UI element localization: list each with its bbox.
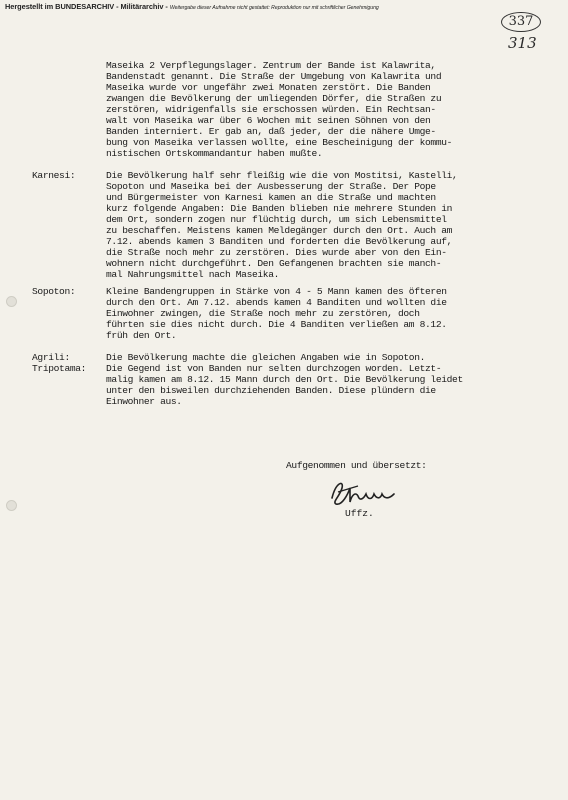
text-line: Maseika wurde vor ungefähr zwei Monaten zerstört. Die Banden [106,82,431,93]
text-line: bung von Maseika verlassen wollte, eine Bescheinigung der kommu- [106,137,453,148]
location-label-agrili: Agrili: [32,352,70,363]
text-line: Maseika 2 Verpflegungslager. Zentrum der Bande ist Kalawrita, [106,60,436,71]
punch-hole-bottom [6,500,17,511]
text-line: Die Bevölkerung machte die gleichen Angaben wie in Sopoton. [106,352,426,363]
archive-stamp-text: Hergestellt im BUNDESARCHIV - Militärarchiv - [5,2,168,11]
text-line: zwangen die Bevölkerung der umliegenden Dörfer, die Straßen zu [106,93,442,104]
signature-block [286,460,427,519]
text-line: Einwohner aus. [106,396,182,407]
circled-archive-number: 337 [501,12,541,32]
location-label-sopoton: Sopoton: [32,286,76,297]
text-line: die Straße noch mehr zu zerstören. Dies wurde aber von den Ein- [106,247,447,258]
text-line: Die Gegend ist von Banden nur selten durchzogen worden. Letzt- [106,363,442,374]
text-line: Einwohner zwingen, die Straße noch mehr zu zerstören, doch [106,308,420,319]
text-line: unter den bisweilen durchziehenden Banden. Diese plündern die [106,385,436,396]
archive-stamp [5,2,445,11]
text-line: und Bürgermeister von Karnesi kamen an die Straße und machten [106,192,436,203]
text-line: nistischen Ortskommandantur haben mußte. [106,148,323,159]
text-line: wohnern nicht durchgeführt. Den Gefangenen brachten sie manch- [106,258,442,269]
text-line: zerstören, widrigenfalls sie erschossen würden. Ein Rechtsan- [106,104,436,115]
text-line: zu beschaffen. Meistens kamen Meldegänger durch den Ort. Auch am [106,225,453,236]
text-line: mal Nahrungsmittel nach Maseika. [106,269,280,280]
text-line: Kleine Bandengruppen in Stärke von 4 - 5 Mann kamen des öfteren [106,286,447,297]
handwritten-page-number: 313 [508,34,537,52]
rank-label: Uffz. [345,508,374,519]
text-line: führten sie dies nicht durch. Die 4 Banditen verließen am 8.12. [106,319,447,330]
handwritten-signature [328,474,398,510]
text-line: dem Ort, sondern zogen nur flüchtig durch, um sich Lebensmittel [106,214,447,225]
text-line: 7.12. abends kamen 3 Banditen und forderten die Bevölkerung auf, [106,236,453,247]
text-line: kurz folgende Angaben: Die Banden blieben nie mehrere Stunden in [106,203,453,214]
text-line: Die Bevölkerung half sehr fleißig wie die von Mostitsi, Kastelli, [106,170,458,181]
translator-note: Aufgenommen und übersetzt: [286,460,427,471]
text-line: Bandenstadt genannt. Die Straße der Umgebung von Kalawrita und [106,71,442,82]
text-line: Banden interniert. Er gab an, daß jeder, der die nähere Umge- [106,126,436,137]
text-line: früh den Ort. [106,330,177,341]
archive-stamp-notice: Weitergabe dieser Aufnahme nicht gestattet: Reproduktion nur mit schriftlicher Genehmigung [169,5,379,11]
location-label-karnesi: Karnesi: [32,170,76,181]
text-line: Sopoton und Maseika bei der Ausbesserung der Straße. Der Pope [106,181,436,192]
location-label-tripotama: Tripotama: [32,363,87,374]
punch-hole-top [6,296,17,307]
text-line: walt von Maseika war über 6 Wochen mit seinen Söhnen von den [106,115,431,126]
text-line: malig kamen am 8.12. 15 Mann durch den Ort. Die Bevölkerung leidet [106,374,463,385]
text-line: durch den Ort. Am 7.12. abends kamen 4 Banditen und wollten die [106,297,447,308]
